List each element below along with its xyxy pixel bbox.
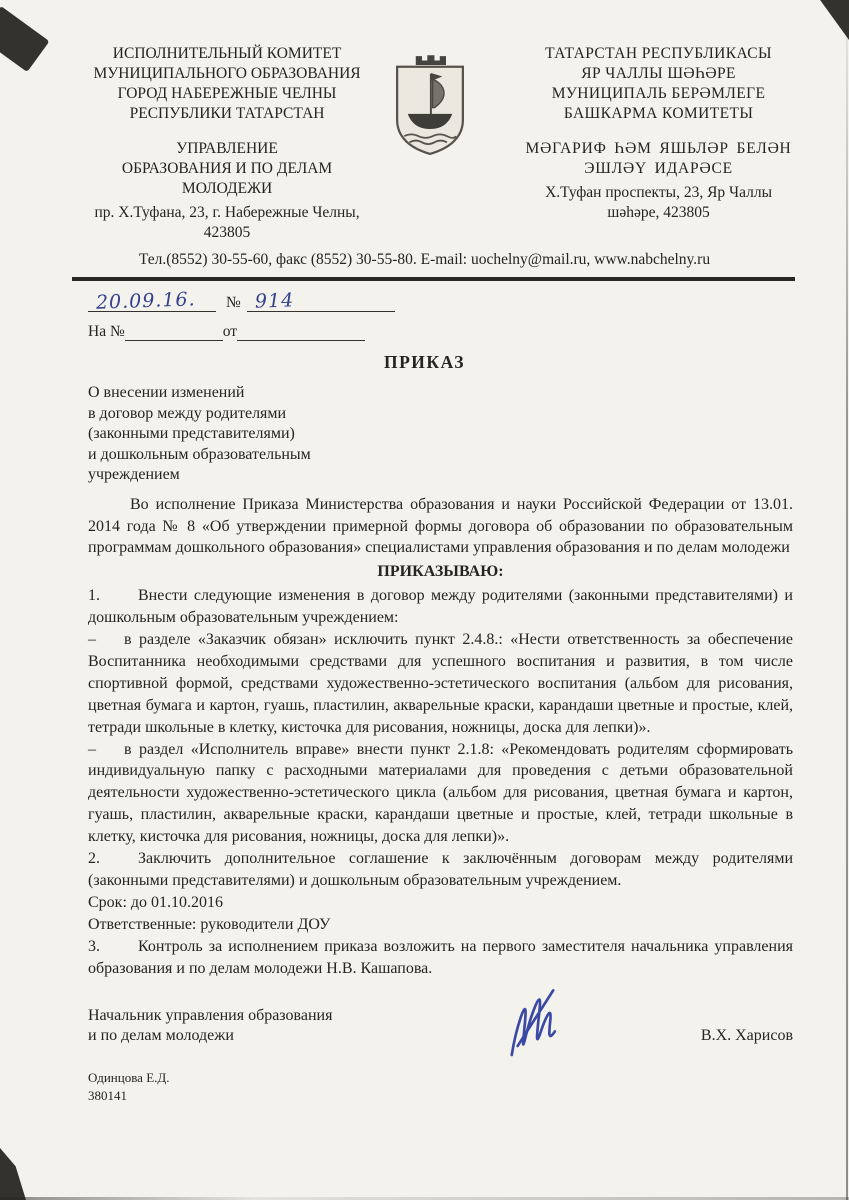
item-text: в разделе «Заказчик обязан» исключить пункт 2.4.8.: «Нести ответственность за обеспечение Воспитанника необходимыми средствами для успешного воспитания и развития, в том числе спортивной формой, средствами художественно-эстетического воспитания (альбом для рисования, цветная бумага и картон, гуашь, пластилин, акварельные краски, карандаши цветные и простые, клей, тетради школьные в клетку, кисточка для рисования, ножницы, доска для лепки)».	[88, 631, 793, 736]
document-body	[88, 494, 793, 980]
item-text: Контроль за исполнением приказа возложить на первого заместителя начальника управления образования и по делам молодежи Н.В. Кашапова.	[88, 937, 793, 977]
separator-rule	[72, 277, 795, 281]
subject-line: и дошкольным образовательным	[88, 445, 311, 463]
order-item-3	[88, 936, 793, 980]
signature-row	[88, 1006, 793, 1048]
address-line: 423805	[203, 224, 251, 242]
item-text: в раздел «Исполнитель вправе» внести пункт 2.1.8: «Рекомендовать родителям сформировать индивидуальную папку с расходными материалами для проведения с детьми образовательной деятельности художественно-эстетического цикла (альбом для рисования, цветная бумага и картон, гуашь, пластилин, акварельные краски, карандаши цветные и простые, клей, тетради школьные в клетку, кисточка для рисования, ножницы, доска для лепки)».	[88, 740, 793, 846]
responsible-line: Ответственные: руководители ДОУ	[88, 915, 331, 933]
dept-line: МӘГАРИФ ҺӘМ ЯШЬЛӘР БЕЛӘН	[525, 139, 792, 157]
ot-label: от	[222, 323, 238, 341]
subject-block	[88, 383, 849, 485]
executor-phone-code: 380141	[88, 1088, 127, 1104]
address-line: шәһәре, 423805	[607, 203, 710, 221]
item-marker: 1.	[88, 587, 100, 605]
coat-of-arms-icon	[390, 50, 470, 160]
address-line: Х.Туфан проспекты, 23, Яр Чаллы	[545, 183, 773, 201]
department-name	[498, 139, 819, 179]
reply-number-line	[125, 320, 223, 341]
address-block	[498, 183, 819, 223]
number-field-line	[247, 291, 395, 312]
order-item-1	[88, 585, 793, 629]
signer-name: В.Х. Харисов	[700, 1027, 793, 1045]
command-word: ПРИКАЗЫВАЮ:	[377, 563, 504, 581]
number-sign: №	[226, 294, 241, 312]
order-subitem-dash-2	[88, 739, 793, 849]
reply-reference-row	[88, 320, 849, 344]
org-line: ГОРОД НАБЕРЕЖНЫЕ ЧЕЛНЫ	[117, 85, 337, 103]
org-line: МУНИЦИПАЛЬНОГО ОБРАЗОВАНИЯ	[93, 65, 361, 83]
subject-line: учреждением	[88, 466, 180, 484]
subject-line: в договор между родителями	[88, 404, 287, 422]
handwritten-number: 914	[254, 289, 295, 313]
department-name	[88, 139, 366, 199]
letterhead	[0, 0, 849, 243]
org-line: РЕСПУБЛИКИ ТАТАРСТАН	[129, 105, 325, 123]
subject-line: О внесении изменений	[88, 384, 245, 402]
document-title: ПРИКАЗ	[383, 352, 466, 373]
order-item-2	[88, 848, 793, 892]
dept-line: ЭШЛӘҮ ИДАРӘСЕ	[584, 159, 733, 177]
item-text: Заключить дополнительное соглашение к заключённым договорам между родителями (законными представителями) и дошкольным образовательным учреждением.	[88, 850, 793, 890]
date-field-line	[88, 288, 216, 314]
signature-ink	[495, 975, 587, 1067]
contact-line: Тел.(8552) 30-55-60, факс (8552) 30-55-80. E-mail: uochelny@mail.ru, www.nabchelny.ru	[138, 251, 711, 269]
org-line: МУНИЦИПАЛЬ БЕРӘМЛЕГЕ	[551, 85, 766, 103]
signer-position	[88, 1006, 332, 1048]
item-text: Внести следующие изменения в договор между родителями (законными представителями) и дошкольным образовательным учреждением:	[88, 587, 793, 627]
scan-artifact-bottom-left	[0, 1148, 26, 1200]
position-line: Начальник управления образования	[88, 1006, 333, 1024]
dept-line: ОБРАЗОВАНИЯ И ПО ДЕЛАМ МОЛОДЕЖИ	[121, 159, 333, 197]
address-block	[88, 203, 366, 243]
deadline-line: Срок: до 01.10.2016	[88, 893, 224, 911]
org-line: ТАТАРСТАН РЕСПУБЛИКАСЫ	[545, 45, 772, 62]
issuer-block-tatar	[498, 44, 819, 223]
dept-line: УПРАВЛЕНИЕ	[176, 139, 278, 157]
executor-name: Одинцова Е.Д.	[88, 1070, 170, 1086]
executor-block	[88, 1069, 849, 1105]
position-line: и по делам молодежи	[88, 1027, 234, 1045]
order-subitem-dash-1	[88, 629, 793, 739]
item-marker: 2.	[88, 850, 100, 868]
org-line: ИСПОЛНИТЕЛЬНЫЙ КОМИТЕТ	[112, 45, 342, 62]
handwritten-date: 20.09.16.	[95, 288, 196, 314]
item-marker: 3.	[88, 937, 100, 955]
date-number-row	[88, 288, 849, 315]
issuer-block-russian	[88, 44, 366, 243]
reply-date-line	[237, 320, 365, 341]
address-line: пр. Х.Туфана, 23, г. Набережные Челны,	[94, 203, 360, 221]
item-marker: –	[88, 740, 96, 758]
scan-edge-shadow-right	[846, 0, 848, 1200]
org-line: БАШКАРМА КОМИТЕТЫ	[563, 105, 754, 123]
intro-paragraph: Во исполнение Приказа Министерства образования и науки Российской Федерации от 13.01. 2014 года № 8 «Об утверждении примерной формы договора об образовании по образовательным программам дошкольного образования» специалистами управления образования и по делам молодежи	[88, 495, 793, 557]
na-no-label: На №	[88, 323, 125, 341]
org-line: ЯР ЧАЛЛЫ ШӘҺӘРЕ	[581, 65, 736, 83]
subject-line: (законными представителями)	[88, 425, 295, 443]
item-marker: –	[88, 631, 96, 649]
reference-block	[88, 288, 849, 344]
